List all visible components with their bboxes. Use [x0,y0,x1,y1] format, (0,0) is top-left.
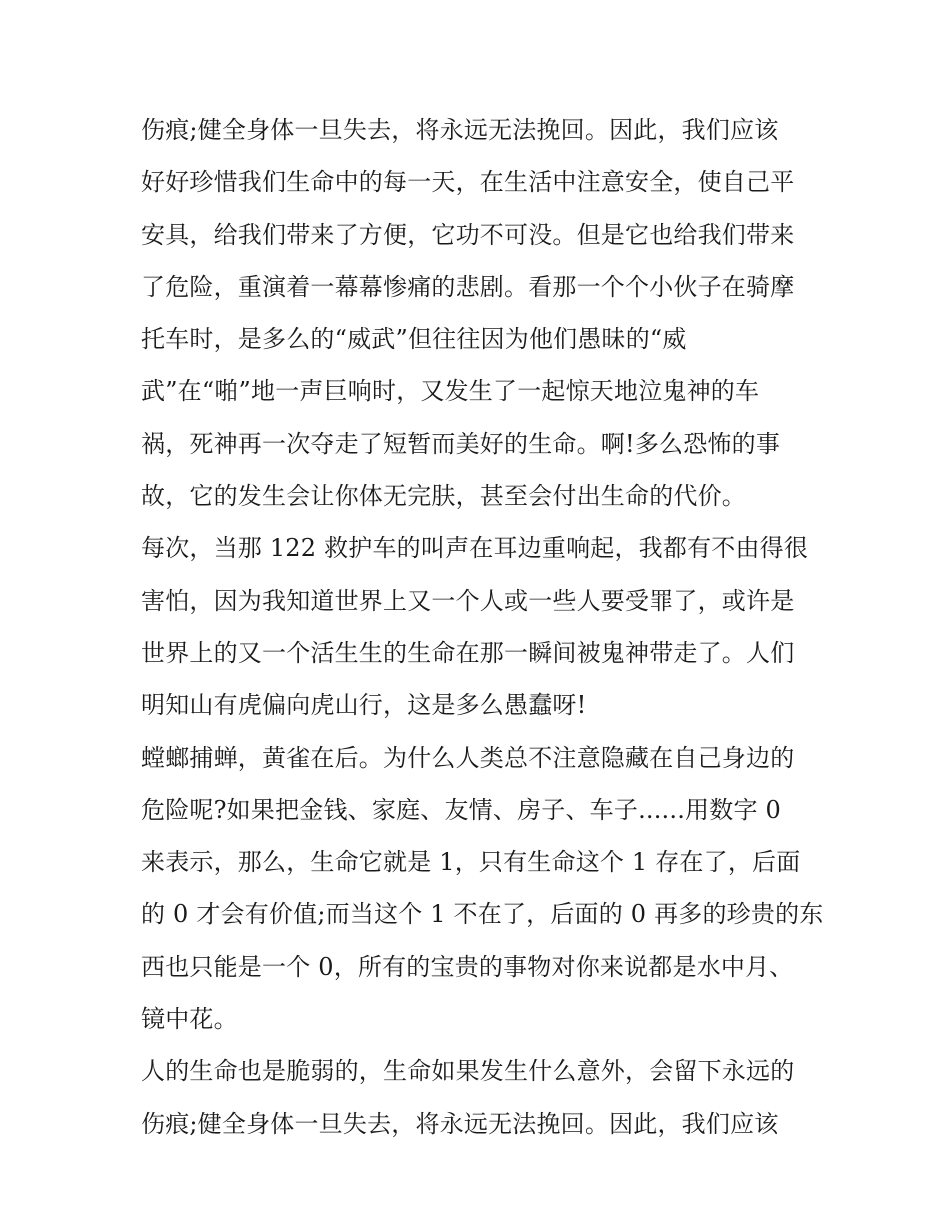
text-line: 螳螂捕蝉，黄雀在后。为什么人类总不注意隐藏在自己身边的 [141,743,795,772]
text-line: 托车时，是多么的“威武”但往往因为他们愚昧的“威 [141,325,687,354]
text-line: 镜中花。 [141,1005,238,1034]
text-line: 每次，当那 122 救护车的叫声在耳边重响起，我都有不由得很 [141,534,809,563]
text-line: 的 0 才会有价值;而当这个 1 不在了，后面的 0 再多的珍贵的东 [141,900,824,929]
text-line: 伤痕;健全身体一旦失去，将永远无法挽回。因此，我们应该 [141,116,779,144]
text-line: 好好珍惜我们生命中的每一天，在生活中注意安全，使自己平 [141,168,795,197]
document-body [141,104,824,1150]
text-line: 明知山有虎偏向虎山行，这是多么愚蠢呀! [141,691,587,720]
text-line: 伤痕;健全身体一旦失去，将永远无法挽回。因此，我们应该 [141,1109,779,1138]
text-line: 安具，给我们带来了方便，它功不可没。但是它也给我们带来 [141,220,795,249]
text-line: 世界上的又一个活生生的生命在那一瞬间被鬼神带走了。人们 [141,638,795,667]
text-line: 来表示，那么，生命它就是 1，只有生命这个 1 存在了，后面 [141,848,801,877]
text-line: 故，它的发生会让你体无完肤，甚至会付出生命的代价。 [141,482,746,511]
text-line: 人的生命也是脆弱的，生命如果发生什么意外，会留下永远的 [141,1057,795,1086]
text-line: 害怕，因为我知道世界上又一个人或一些人要受罪了，或许是 [141,586,795,615]
text-line: 武”在“啪”地一声巨响时，又发生了一起惊天地泣鬼神的车 [141,377,760,406]
text-line: 危险呢?如果把金钱、家庭、友情、房子、车子......用数字 0 [141,795,781,824]
text-line: 西也只能是一个 0，所有的宝贵的事物对你来说都是水中月、 [141,952,794,981]
text-line: 了危险，重演着一幕幕惨痛的悲剧。看那一个个小伙子在骑摩 [141,272,795,301]
text-line: 祸，死神再一次夺走了短暂而美好的生命。啊!多么恐怖的事 [141,429,781,458]
